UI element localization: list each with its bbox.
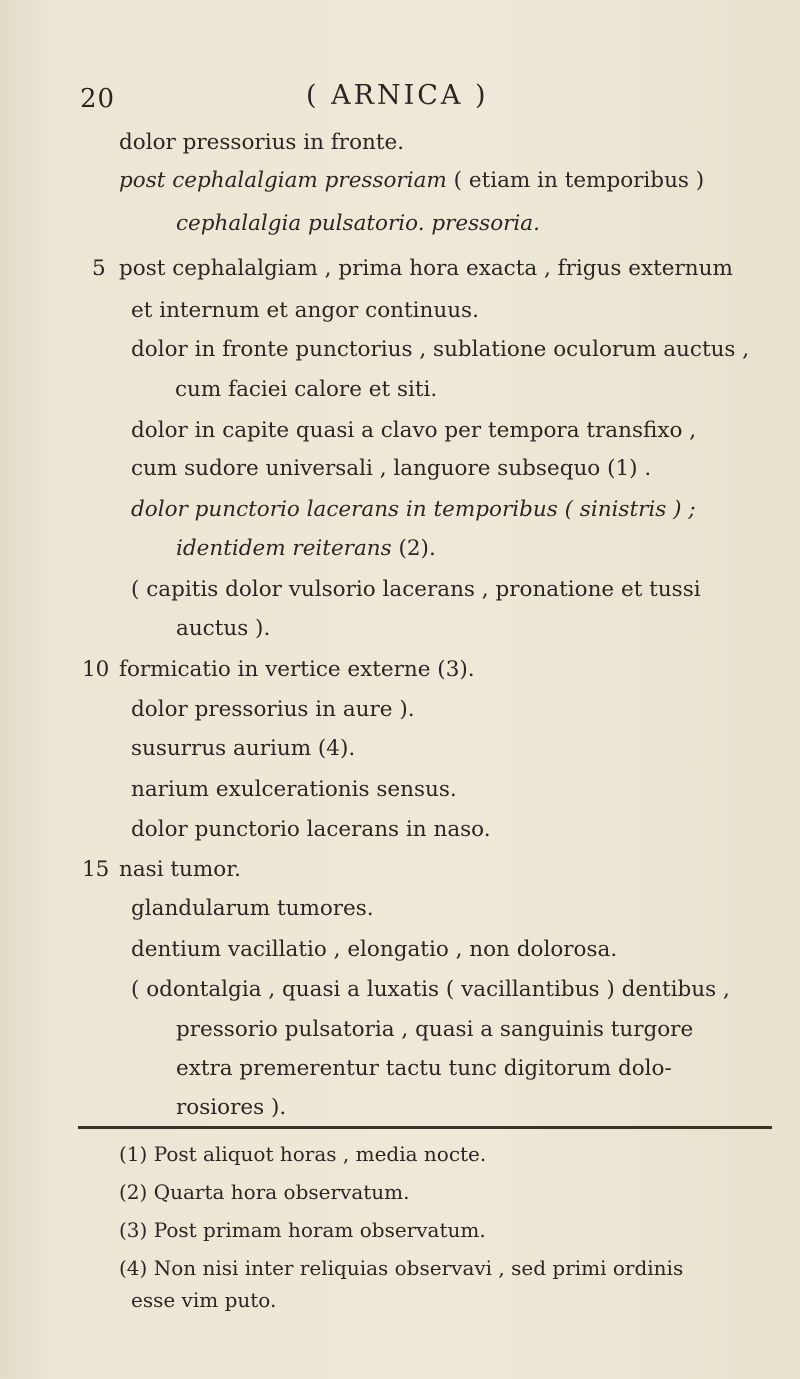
text-line bbox=[176, 1055, 672, 1083]
footnote: (1) Post aliquot horas , media nocte. bbox=[119, 1142, 487, 1166]
text-line bbox=[131, 816, 491, 844]
text-line bbox=[131, 936, 617, 964]
text-segment: dolor in capite quasi a clavo per tempora transfixo , bbox=[131, 418, 697, 443]
line-number: 10 bbox=[82, 657, 110, 682]
text-segment: narium exulcerationis sensus. bbox=[131, 777, 457, 802]
italic-segment: post cephalalgiam pressoriam bbox=[119, 168, 447, 193]
text-segment: ( odontalgia , quasi a luxatis ( vacillantibus ) dentibus , bbox=[131, 977, 730, 1002]
text-line bbox=[176, 535, 436, 563]
italic-segment: dolor punctorio lacerans in temporibus ( sinistris ) ; bbox=[131, 497, 696, 522]
text-segment: post cephalalgiam , prima hora exacta , frigus externum bbox=[119, 256, 733, 281]
text-segment: (2). bbox=[391, 536, 436, 561]
text-segment: dolor pressorius in fronte. bbox=[119, 130, 405, 155]
text-line bbox=[131, 297, 479, 325]
italic-segment: cephalalgia pulsatorio. pressoria. bbox=[176, 211, 540, 236]
text-line bbox=[131, 735, 355, 763]
footnote: (2) Quarta hora observatum. bbox=[119, 1180, 410, 1204]
text-line bbox=[131, 576, 701, 604]
page-number: 20 bbox=[80, 84, 116, 114]
text-segment: formicatio in vertice externe (3). bbox=[119, 657, 475, 682]
text-segment: ( etiam in temporibus ) bbox=[446, 168, 705, 193]
text-segment: dentium vacillatio , elongatio , non dolorosa. bbox=[131, 937, 618, 962]
line-number: 15 bbox=[82, 857, 110, 882]
text-line bbox=[131, 496, 696, 524]
text-line bbox=[131, 776, 457, 804]
running-title: ( ARNICA ) bbox=[306, 80, 489, 111]
text-line bbox=[131, 976, 730, 1004]
text-segment: glandularum tumores. bbox=[131, 896, 374, 921]
text-line bbox=[131, 696, 415, 724]
text-line bbox=[131, 895, 374, 923]
footnote: (3) Post primam horam observatum. bbox=[119, 1218, 486, 1242]
line-number: 5 bbox=[92, 256, 106, 281]
text-line bbox=[175, 376, 437, 404]
footnote-rule bbox=[78, 1126, 772, 1129]
text-line bbox=[131, 336, 749, 364]
text-line bbox=[119, 656, 475, 684]
text-line bbox=[131, 417, 696, 445]
text-segment: pressorio pulsatoria , quasi a sanguinis turgore bbox=[176, 1017, 694, 1042]
text-segment: ( capitis dolor vulsorio lacerans , pronatione et tussi bbox=[131, 577, 701, 602]
text-segment: auctus ). bbox=[176, 616, 271, 641]
text-segment: rosiores ). bbox=[176, 1095, 287, 1120]
text-segment: cum sudore universali , languore subsequo (1) . bbox=[131, 456, 652, 481]
text-line bbox=[131, 455, 651, 483]
text-segment: dolor pressorius in aure ). bbox=[131, 697, 415, 722]
text-line bbox=[176, 1094, 286, 1122]
text-line bbox=[119, 129, 404, 157]
text-line bbox=[176, 1016, 693, 1044]
text-segment: et internum et angor continuus. bbox=[131, 298, 479, 323]
text-segment: dolor punctorio lacerans in naso. bbox=[131, 817, 491, 842]
italic-segment: identidem reiterans bbox=[176, 536, 392, 561]
footnote: esse vim puto. bbox=[131, 1288, 277, 1312]
text-segment: extra premerentur tactu tunc digitorum dolo- bbox=[176, 1056, 672, 1081]
text-line bbox=[176, 210, 540, 238]
text-line bbox=[119, 167, 704, 195]
text-line bbox=[119, 856, 241, 884]
text-line bbox=[176, 615, 270, 643]
text-segment: dolor in fronte punctorius , sublatione oculorum auctus , bbox=[131, 337, 750, 362]
text-line bbox=[119, 255, 733, 283]
text-segment: susurrus aurium (4). bbox=[131, 736, 356, 761]
text-segment: cum faciei calore et siti. bbox=[175, 377, 438, 402]
text-segment: nasi tumor. bbox=[119, 857, 241, 882]
footnote: (4) Non nisi inter reliquias observavi , sed primi ordinis bbox=[119, 1256, 684, 1280]
